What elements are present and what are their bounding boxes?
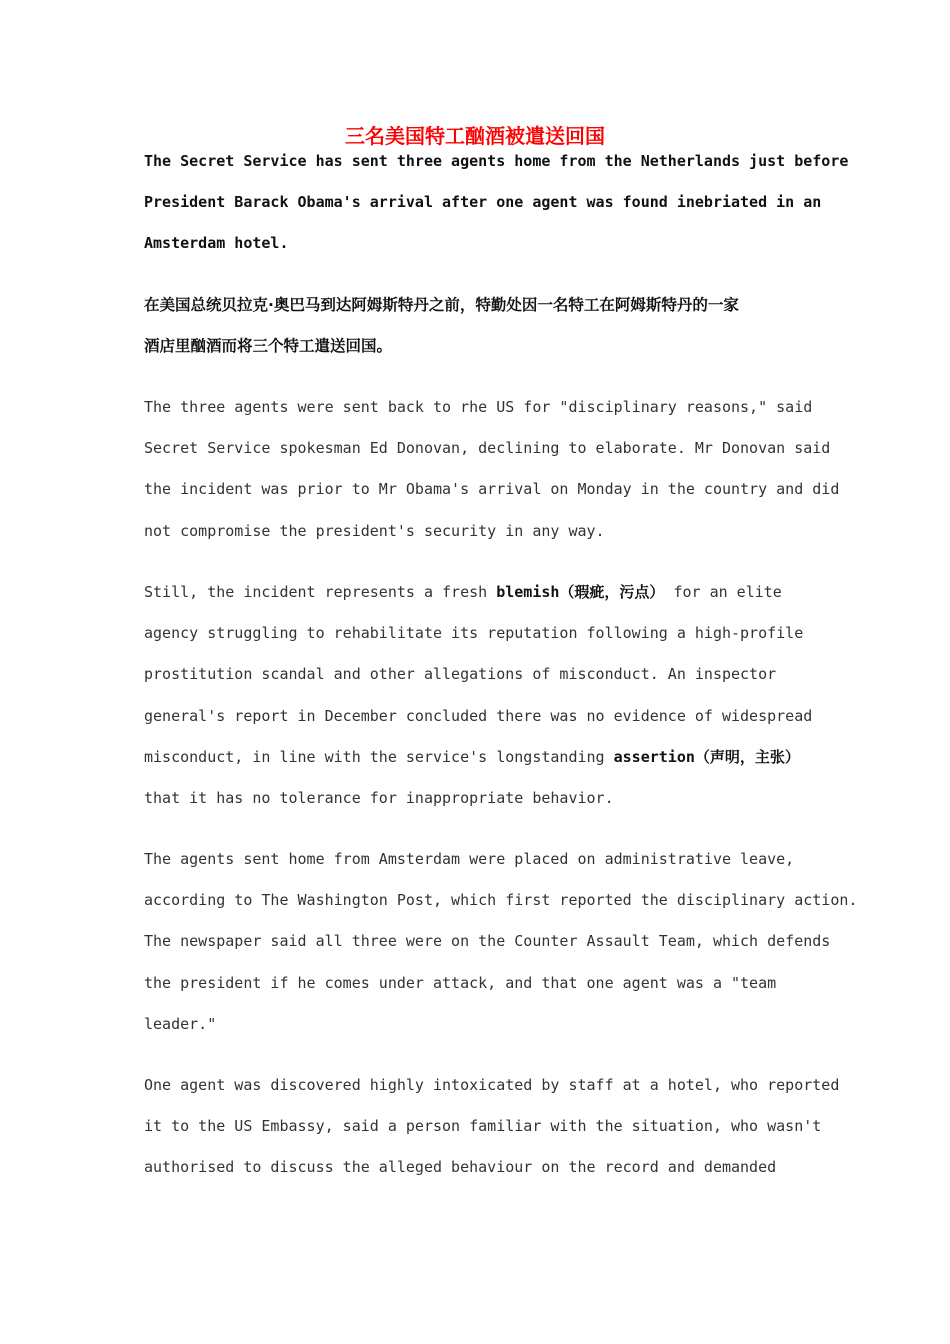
text-line: that it has no tolerance for inappropriate behavior. [144,788,614,807]
text-line: Amsterdam hotel. [144,234,289,253]
paragraph-3 [144,848,858,1054]
text-line [144,746,824,787]
vocabulary-gloss: （瑕疵，污点） [559,583,665,601]
text-line: authorised to discuss the alleged behaviour on the record and demanded [144,1158,777,1177]
paragraph-4 [144,1074,840,1198]
vocabulary-term: blemish [496,583,560,601]
text-segment: misconduct, in line with the service's longstanding [144,747,614,766]
article-title: 三名美国特工酗酒被遣送回国 [345,124,605,148]
vocabulary-gloss: （声明，主张） [694,747,800,766]
text-line: it to the US Embassy, said a person familiar with the situation, who wasn't [144,1117,822,1136]
text-line: the president if he comes under attack, and that one agent was a "team [144,973,777,992]
text-line: agency struggling to rehabilitate its reputation following a high-profile [144,624,804,643]
lead-paragraph-chinese [144,294,824,376]
text-line: Secret Service spokesman Ed Donovan, declining to elaborate. Mr Donovan said [144,439,831,458]
text-line: President Barack Obama's arrival after one agent was found inebriated in an [144,193,822,212]
text-line [144,581,824,622]
text-segment: for an elite [664,583,782,601]
text-line: not compromise the president's security in any way. [144,521,605,540]
paragraph-2 [144,581,824,828]
text-line: the incident was prior to Mr Obama's arrival on Monday in the country and did [144,480,840,499]
vocabulary-term: assertion [613,747,695,766]
text-line: The three agents were sent back to rhe US for "disciplinary reasons," said [144,398,813,416]
paragraph-1 [144,396,840,561]
text-line: 酒店里酗酒而将三个特工遣送回国。 [144,337,393,356]
text-line: The agents sent home from Amsterdam were placed on administrative leave, [144,850,795,868]
text-line: leader." [144,1014,217,1033]
text-line: 在美国总统贝拉克·奥巴马到达阿姆斯特丹之前，特勤处因一名特工在阿姆斯特丹的一家 [144,296,739,314]
text-line: general's report in December concluded there was no evidence of widespread [144,706,813,725]
text-line: The newspaper said all three were on the Counter Assault Team, which defends [144,932,831,951]
text-line: prostitution scandal and other allegations of misconduct. An inspector [144,665,777,684]
text-segment: Still, the incident represents a fresh [144,583,497,601]
text-line: One agent was discovered highly intoxicated by staff at a hotel, who reported [144,1076,840,1094]
text-line: according to The Washington Post, which first reported the disciplinary action. [144,891,858,910]
lead-paragraph-english [144,150,849,274]
text-line: The Secret Service has sent three agents home from the Netherlands just before [144,152,849,170]
